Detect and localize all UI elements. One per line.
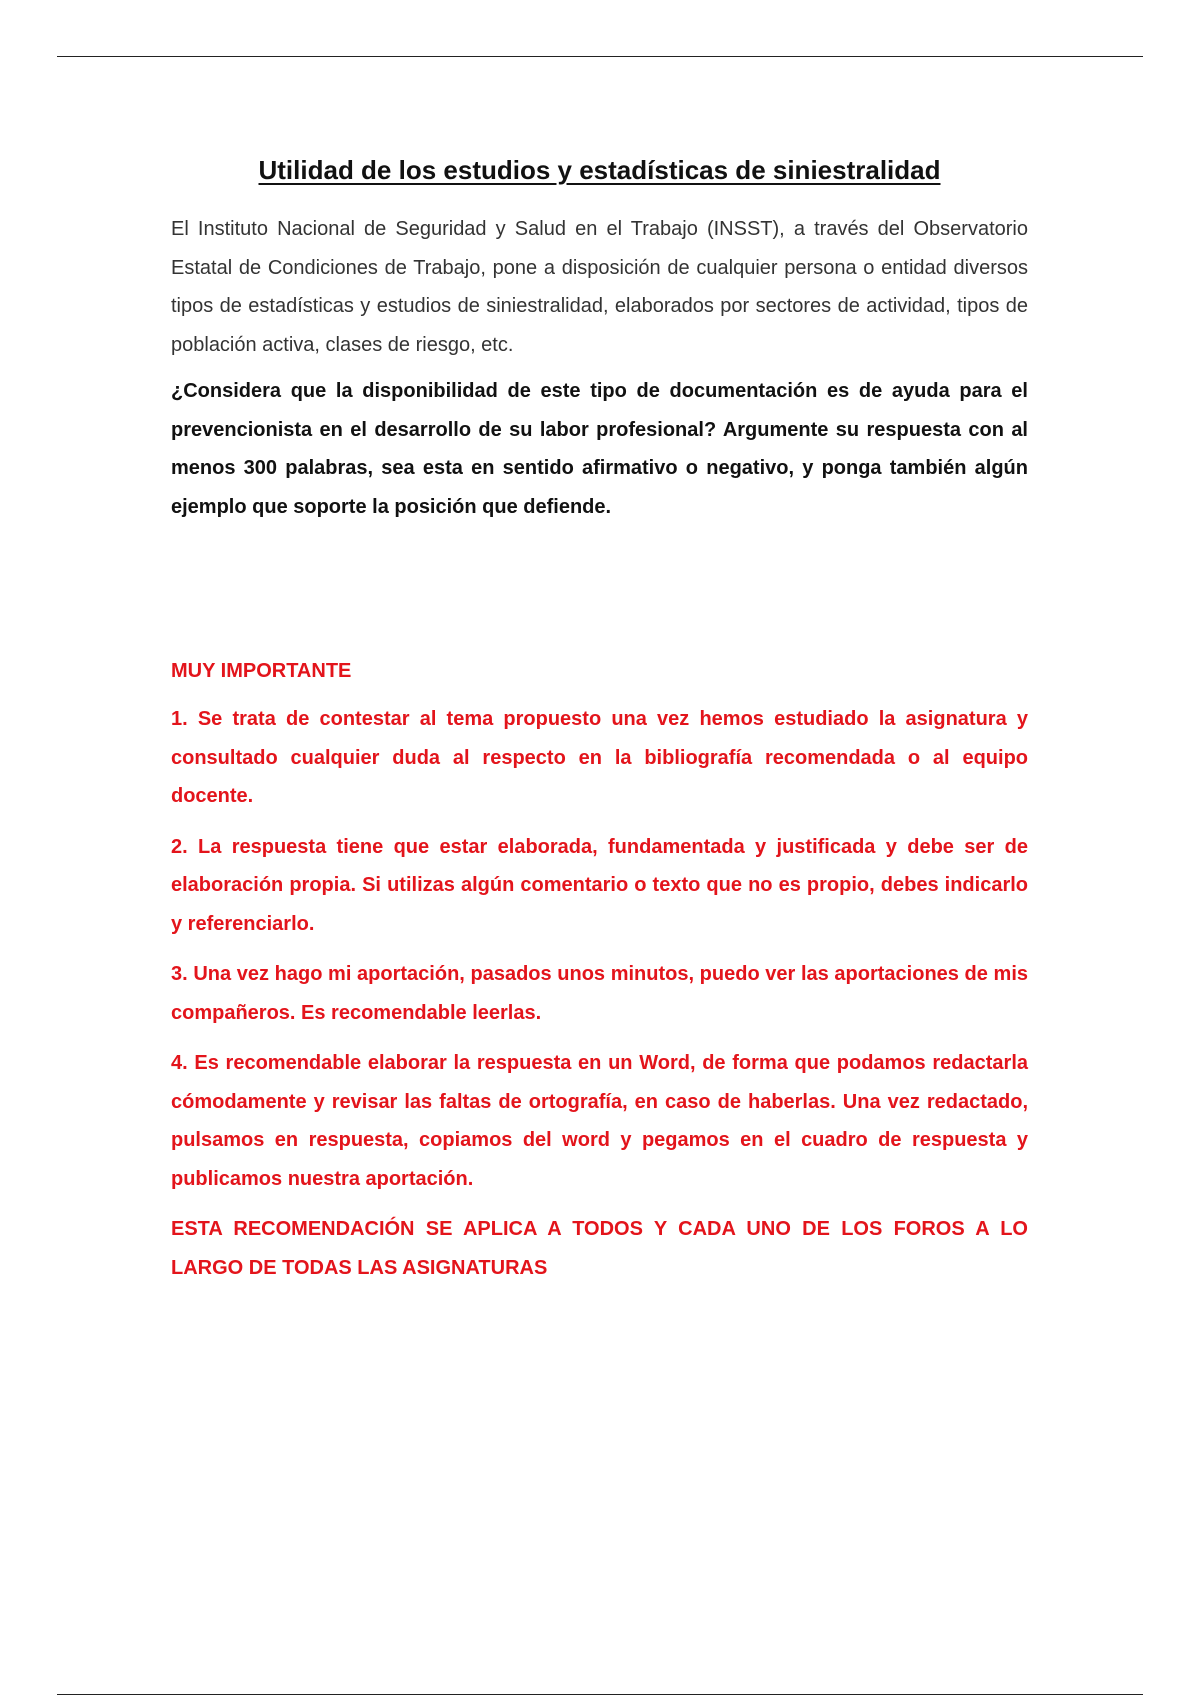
- important-heading: MUY IMPORTANTE: [171, 660, 352, 682]
- footer-rule: [57, 1694, 1143, 1695]
- question-paragraph: ¿Considera que la disponibilidad de este tipo de documentación es de ayuda para el prevencionista en el desarrollo de su labor profesional? Argumente su respuesta con al menos 300 palabras, sea esta en sentido afirmativo o negativo, y ponga también algún ejemplo que soporte la posición que defiende.: [171, 380, 1028, 518]
- document-title: Utilidad de los estudios y estadísticas de siniestralidad: [258, 155, 941, 185]
- note-item-4: 4. Es recomendable elaborar la respuesta en un Word, de forma que podamos redactarla cómodamente y revisar las faltas de ortografía, en caso de haberlas. Una vez redactado, pulsamos en respuesta, copiamos del word y pegamos en el cuadro de respuesta y publicamos nuestra aportación.: [171, 1052, 1028, 1190]
- note-item-2: 2. La respuesta tiene que estar elaborada, fundamentada y justificada y debe ser de elaboración propia. Si utilizas algún comentario o texto que no es propio, debes indicarlo y referenciarlo.: [171, 835, 1028, 935]
- final-recommendation: ESTA RECOMENDACIÓN SE APLICA A TODOS Y CADA UNO DE LOS FOROS A LO LARGO DE TODAS LAS ASIGNATURAS: [171, 1218, 1028, 1279]
- note-item-1: 1. Se trata de contestar al tema propuesto una vez hemos estudiado la asignatura y consultado cualquier duda al respecto en la bibliografía recomendada o al equipo docente.: [171, 708, 1028, 807]
- note-item-3: 3. Una vez hago mi aportación, pasados unos minutos, puedo ver las aportaciones de mis compañeros. Es recomendable leerlas.: [171, 963, 1028, 1024]
- intro-paragraph: El Instituto Nacional de Seguridad y Salud en el Trabajo (INSST), a través del Observatorio Estatal de Condiciones de Trabajo, pone a disposición de cualquier persona o entidad diversos tipos de estadísticas y estudios de siniestralidad, elaborados por sectores de actividad, tipos de población activa, clases de riesgo, etc.: [171, 218, 1028, 356]
- header-rule: [57, 56, 1143, 57]
- document-page: [171, 150, 1028, 1287]
